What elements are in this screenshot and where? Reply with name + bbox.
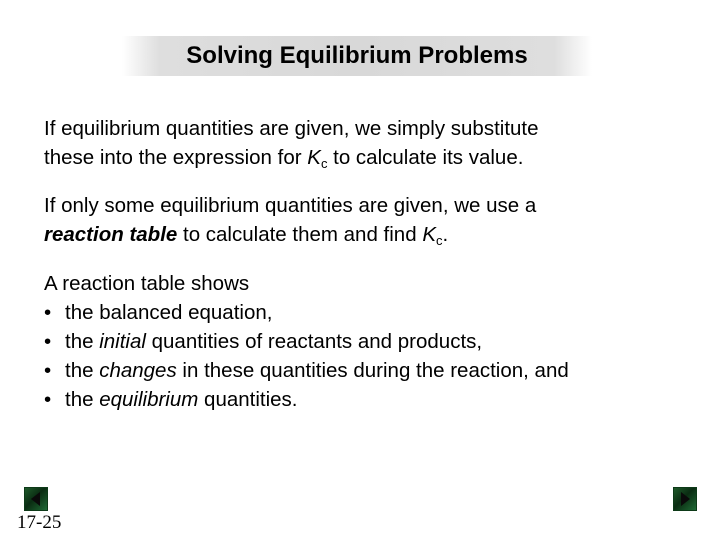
list-item [44, 327, 569, 356]
p1-line1: If equilibrium quantities are given, we simply substitute [44, 117, 539, 140]
p2-line2-mid: to calculate them and find [177, 223, 423, 246]
kc-subscript-2: c [436, 233, 443, 248]
reaction-table-term: reaction table [44, 223, 178, 246]
title-bar [122, 36, 592, 76]
list-item [44, 385, 569, 414]
next-slide-button[interactable] [673, 487, 697, 511]
list-item-text: quantities of reactants and products, [145, 330, 483, 353]
list-item-text: the [65, 388, 100, 411]
bullet: • [44, 301, 52, 324]
kc-symbol-2: K [422, 223, 436, 246]
list-item [44, 356, 569, 385]
list-item-text: in these quantities during the reaction, and [176, 359, 569, 382]
p2-end: . [442, 223, 449, 246]
p1-line2-before: these into the expression for [44, 146, 308, 169]
list-item [44, 298, 569, 327]
next-slide-icon [674, 488, 696, 510]
paragraph-reaction-table [44, 191, 536, 249]
emphasis-equilibrium: equilibrium [99, 388, 199, 411]
list-item-text: quantities. [198, 388, 298, 411]
bullet: • [44, 330, 52, 353]
emphasis-initial: initial [99, 330, 146, 353]
list-intro: A reaction table shows [44, 272, 250, 295]
list-item-text: the [65, 359, 100, 382]
previous-slide-button[interactable] [24, 487, 48, 511]
emphasis-changes: changes [99, 359, 177, 382]
kc-symbol: K [307, 146, 321, 169]
list-item-text: the [65, 330, 100, 353]
list-item-text: the balanced equation, [65, 301, 273, 324]
previous-slide-icon [25, 488, 47, 510]
bullet: • [44, 359, 52, 382]
bullet: • [44, 388, 52, 411]
slide-title: Solving Equilibrium Problems [186, 42, 528, 69]
p2-line1: If only some equilibrium quantities are given, we use a [44, 194, 537, 217]
reaction-table-list [44, 269, 569, 414]
slide-number: 17-25 [17, 512, 62, 533]
p1-line2-after: to calculate its value. [327, 146, 524, 169]
kc-subscript: c [320, 156, 328, 171]
paragraph-substitute [44, 114, 539, 172]
